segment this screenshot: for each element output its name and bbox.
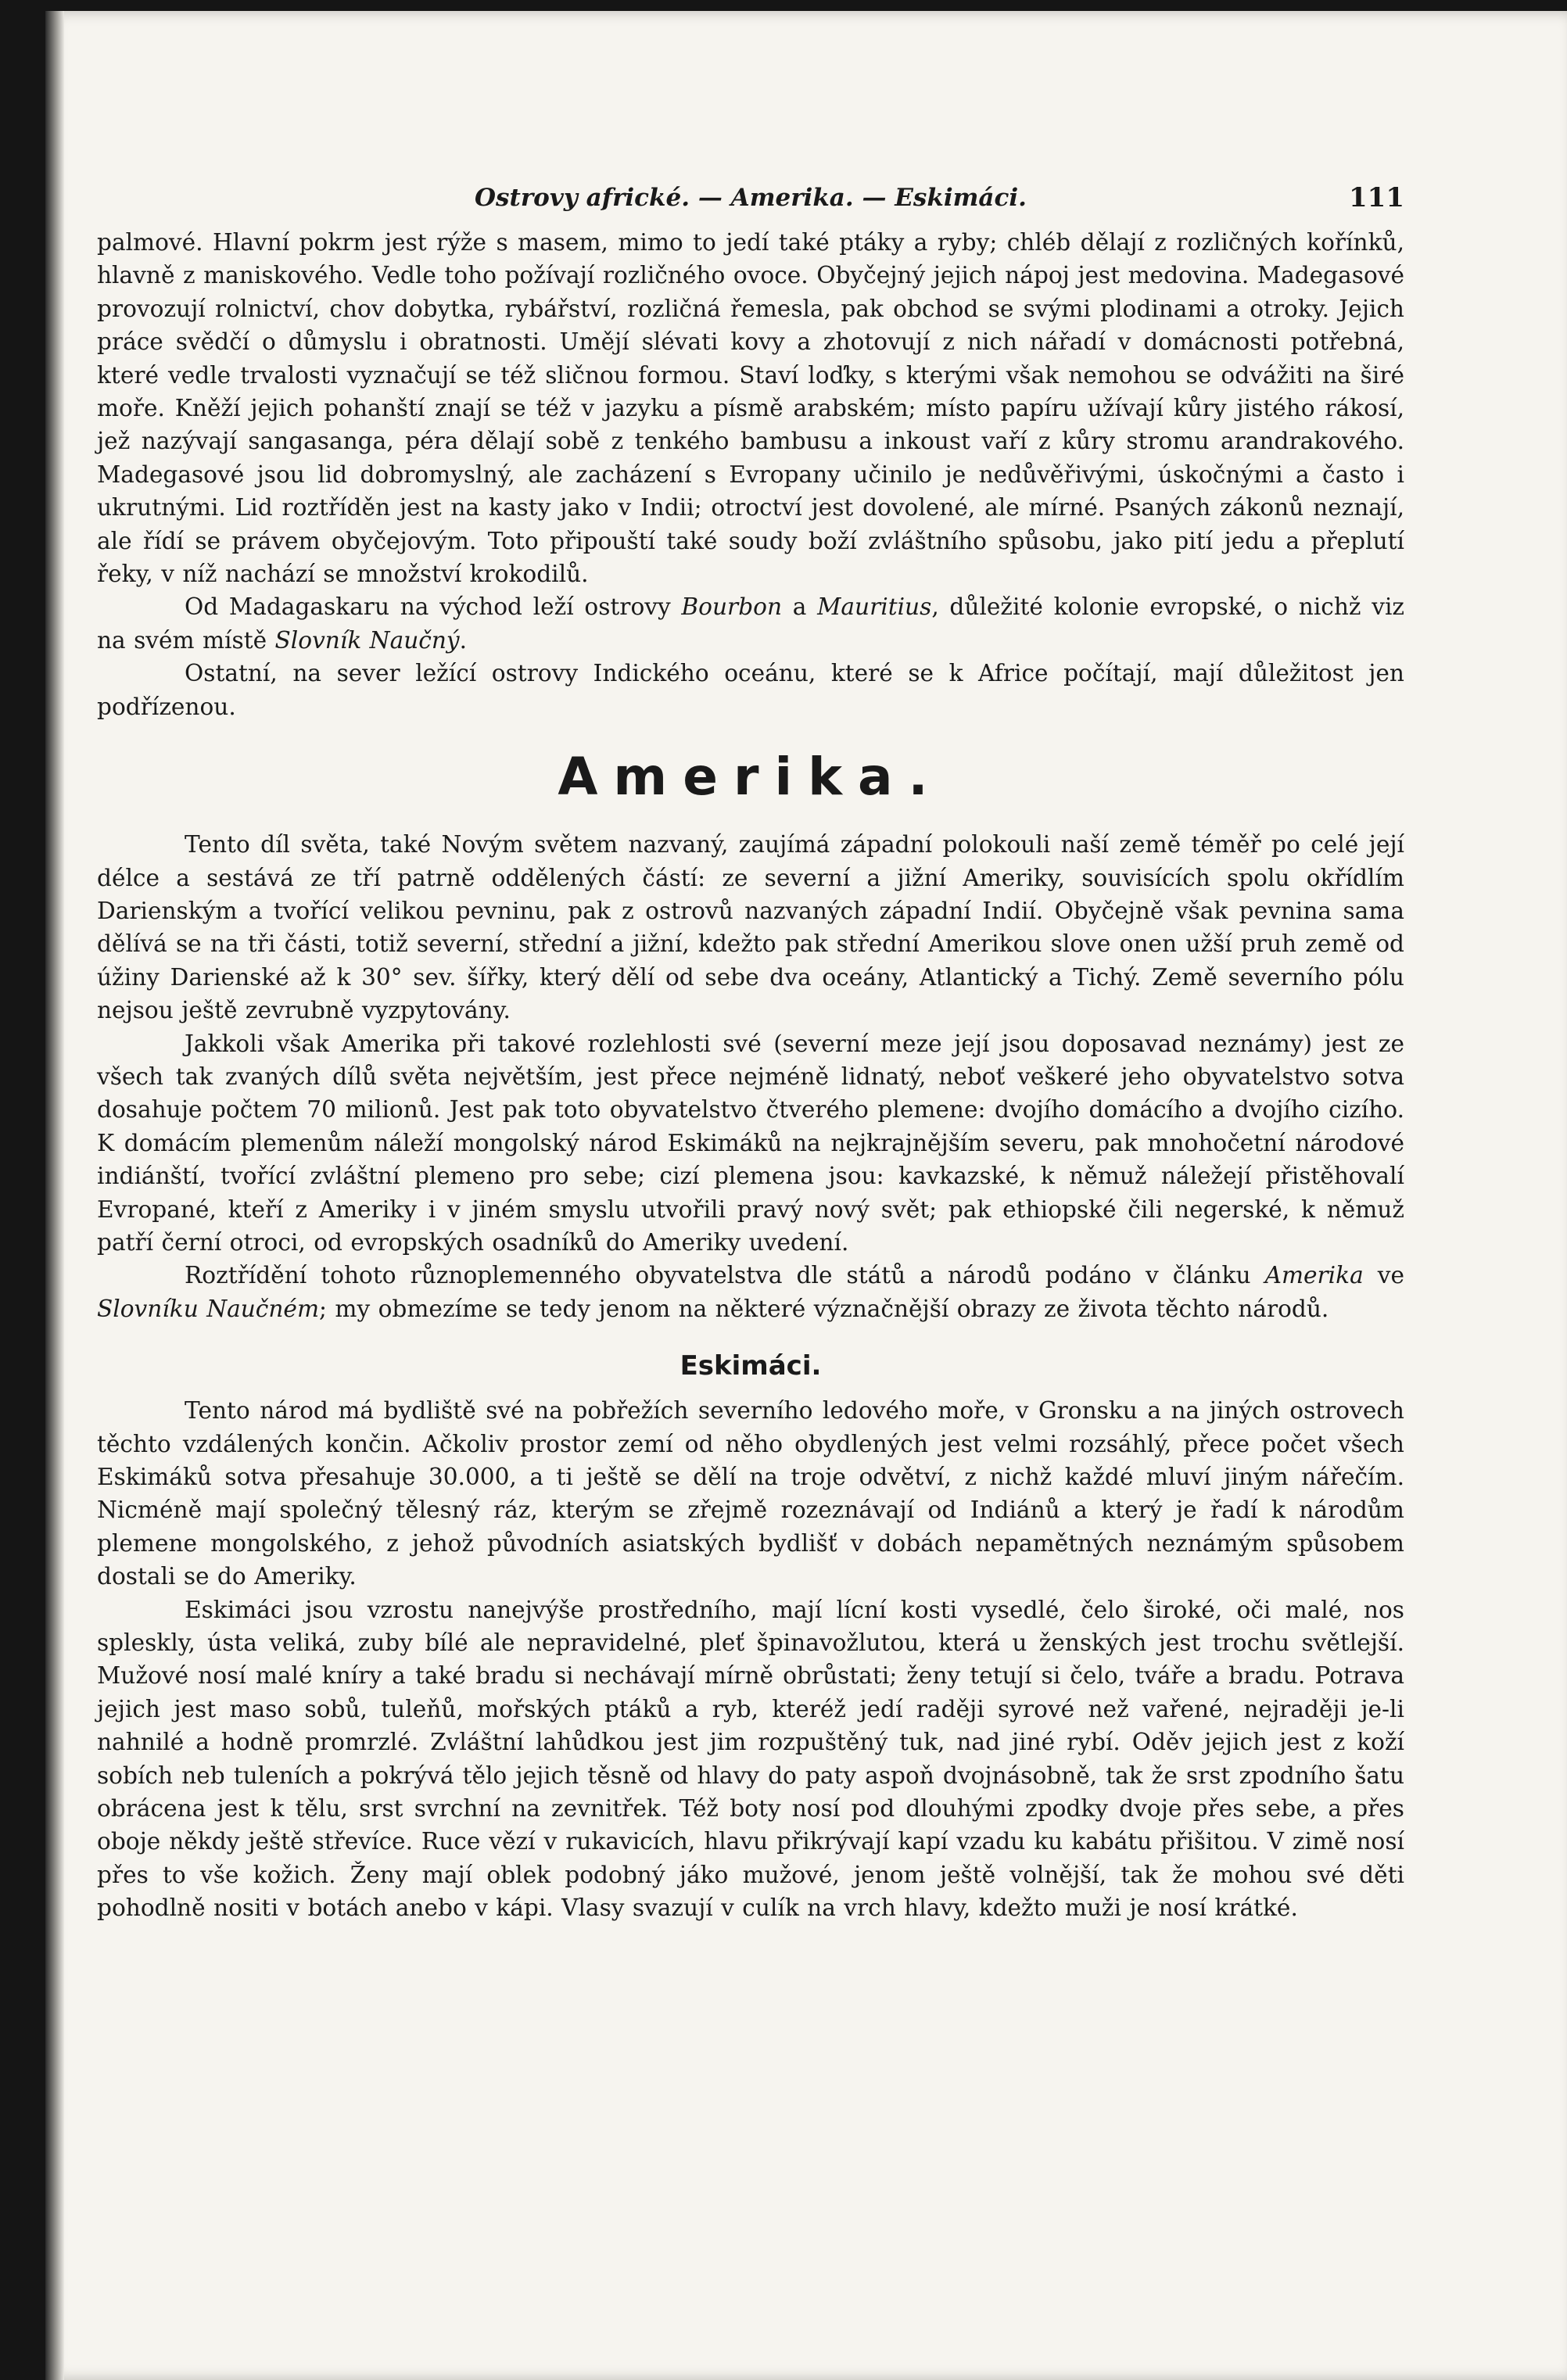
text-run: .: [459, 626, 468, 654]
paragraph-amerika-intro: Tento díl světa, také Novým světem nazvaný, zaujímá západní polokouli naší země téměř po celé její délce a sestává ze tří patrně oddělených částí: ze severní a jižní Ameriky, souvisících spolu okřídlím Darienským a tvořící velikou pevninu, pak z ostrovů nazvaných západní Indií. Obyčejně však pevnina sama dělívá se na tři části, totiž severní, střední a jižní, kdežto pak střední Amerikou slove onen užší pruh země od úžiny Darienské až k 30° sev. šířky, který dělí od sebe dva oceány, Atlantický a Tichý. Země severního pólu nejsou ještě zevrubně vyzpytovány.: [97, 831, 1404, 1024]
paragraph-amerika-population: Jakkoli však Amerika při takové rozlehlosti své (severní meze její jsou doposavad neznámy) jest ze všech tak zvaných dílů světa největším, jest přece nejméně lidnatý, neboť veškeré jeho obyvatelstvo sotva dosahuje počtem 70 milionů. Jest pak toto obyvatelstvo čtverého plemene: dvojího domácího a dvojího cizího. K domácím plemenům náleží mongolský národ Eskimáků na nejkrajnějším severu, pak mnohočetní národové indiánští, tvořící zvláštní plemeno pro sebe; cizí plemena jsou: kavkazské, k němuž náležejí přistěhovalí Evropané, kteří z Ameriky i v jiném smyslu utvořili pravý nový svět; pak ethiopské čili negerské, k němuž patří černí otroci, od evropských osadníků do Ameriky uvedení.: [97, 1030, 1404, 1256]
page-number: 111: [1349, 182, 1404, 213]
paragraph-eskimaci-appearance: Eskimáci jsou vzrostu nanejvýše prostředního, mají lícní kosti vysedlé, čelo široké, oči malé, nos spleskly, ústa veliká, zuby bílé ale nepravidelné, pleť špinavožlutou, která u ženských jest trochu světlejší. Mužové nosí malé kníry a také bradu si nechávají mírně obrůstati; ženy tetují si čelo, tváře a bradu. Potrava jejich jest maso sobů, tuleňů, mořských ptáků a ryb, kteréž jedí raději syrové než vařené, nejraději je-li nahnilé a hodně promrzlé. Zvláštní lahůdkou jest jim rozpuštěný tuk, nad jiné rybí. Oděv jejich jest z koží sobích neb tuleních a pokrývá tělo jejich těsně od hlavy do paty aspoň dvojnásobně, tak že srst zpodního šatu obrácena jest k tělu, srst svrchní na zevnitřek. Též boty nosí pod dlouhými zpodky dvoje přes sebe, a přes oboje někdy ještě střevíce. Ruce vězí v rukavicích, hlavu přikrývají kapí vzadu ku kabátu přišitou. V zimě nosí přes to vše kožich. Ženy mají oblek podobný jáko mužové, jenom ještě volnější, tak že mohou své děti pohodlně nositi v botách anebo v kápi. Vlasy svazují v culík na vrch hlavy, kdežto muži je nosí krátké.: [97, 1596, 1404, 1922]
page-spine-shadow: [45, 11, 64, 2380]
body-text: [97, 226, 1404, 1925]
text-run: a: [782, 593, 818, 621]
italic-reference-slovnik: Slovník Naučný: [274, 626, 460, 654]
section-heading-amerika: Amerika.: [558, 747, 944, 808]
page-content: [97, 171, 1404, 1925]
text-run: Od Madagaskaru na východ leží ostrovy: [185, 593, 682, 621]
text-run: ve: [1363, 1262, 1405, 1289]
running-head-title: Ostrovy africké. — Amerika. — Eskimáci.: [475, 184, 1027, 212]
italic-term-mauritius: Mauritius: [817, 593, 932, 621]
paragraph-amerika-classification: [97, 1259, 1404, 1325]
section-heading-eskimaci: Eskimáci.: [680, 1350, 822, 1382]
text-run: ; my obmezíme se tedy jenom na některé význačnější obrazy ze života těchto národů.: [319, 1295, 1329, 1322]
paragraph-other-islands: Ostatní, na sever ležící ostrovy Indického oceánu, které se k Africe počítají, mají důležitost jen podřízenou.: [97, 660, 1404, 720]
paragraph-madagascar-continued: palmové. Hlavní pokrm jest rýže s masem, mimo to jedí také ptáky a ryby; chléb dělají z rozličných kořínků, hlavně z maniskového. Vedle toho požívají rozličného ovoce. Obyčejný jejich nápoj jest medovina. Madegasové provozují rolnictví, chov dobytka, rybářství, rozličná řemesla, pak obchod se svými plodinami a otroky. Jejich práce svědčí o důmyslu i obratnosti. Umějí slévati kovy a zhotovují z nich nářadí v domácnosti potřebná, které vedle trvalosti vyznačují se též sličnou formou. Staví loďky, s kterými však nemohou se odvážiti na širé moře. Kněží jejich pohanští znají se též v jazyku a písmě arabském; místo papíru užívají kůry jistého rákosí, jež nazývají sangasanga, péra dělají sobě z tenkého bambusu a inkoust vaří z kůry stromu arandrakového. Madegasové jsou lid dobromyslný, ale zacházení s Evropany učinilo je nedůvěřivými, úskočnými a často i ukrutnými. Lid roztříděn jest na kasty jako v Indii; otroctví jest dovolené, ale mírné. Psaných zákonů neznají, ale řídí se právem obyčejovým. Toto připouští také soudy boží zvláštního spůsobu, jako pití jedu a přeplutí řeky, v níž nachází se množství krokodilů.: [97, 229, 1404, 588]
text-run: , důležité kolonie evropské, o nichž viz na svém místě: [97, 593, 1404, 654]
italic-reference-slovniku: Slovníku Naučném: [97, 1295, 320, 1322]
paragraph-eskimaci-habitat: Tento národ má bydliště své na pobřežích severního ledového moře, v Gronsku a na jiných ostrovech těchto vzdálených končin. Ačkoliv prostor zemí od něho obydlených jest velmi rozsáhlý, přece počet všech Eskimáků sotva přesahuje 30.000, a ti ještě se dělí na troje odvětví, z nichž každé mluví jiným nářečím. Nicméně mají společný tělesný ráz, kterým se zřejmě rozeznávají od Indiánů a který je řadí k národům plemene mongolského, z jehož původních asiatských bydlišť v dobách nepamětných neznámým spůsobem dostali se do Ameriky.: [97, 1397, 1404, 1590]
running-head: [97, 171, 1404, 226]
book-page: [45, 11, 1567, 2380]
text-run: Roztřídění tohoto různoplemenného obyvatelstva dle států a národů podáno v článku: [185, 1262, 1265, 1289]
paragraph-bourbon-mauritius: [97, 590, 1404, 657]
italic-term-bourbon: Bourbon: [681, 593, 783, 621]
italic-term-amerika: Amerika: [1264, 1262, 1364, 1289]
